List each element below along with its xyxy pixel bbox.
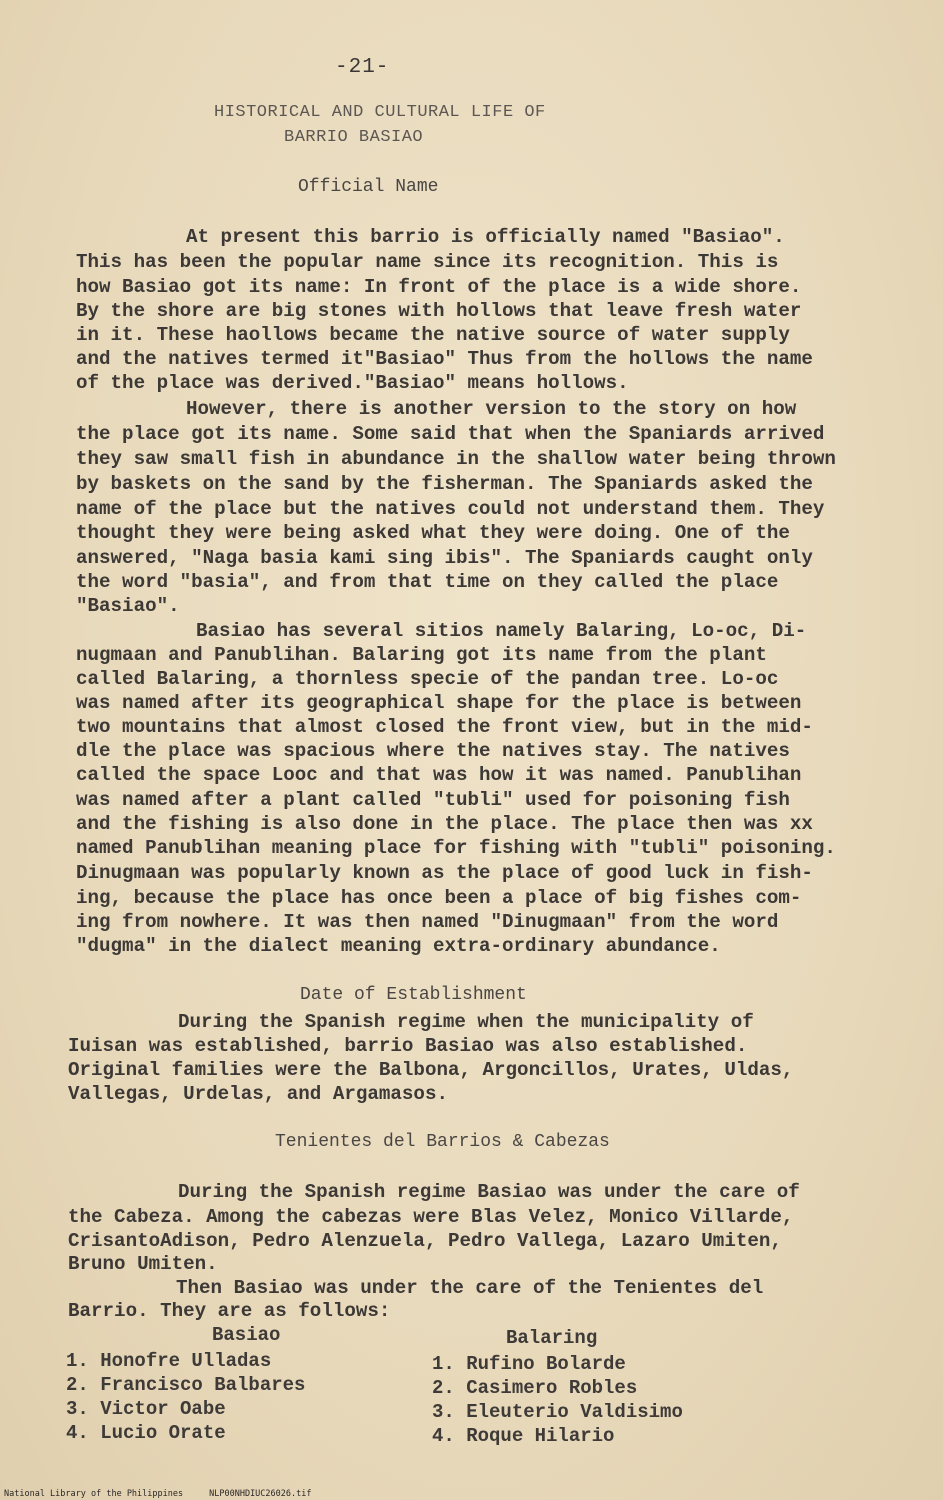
list-basiao	[66, 1323, 305, 1445]
text-line: Barrio. They are as follows:	[68, 1300, 391, 1322]
list-item: 3. Victor Oabe	[66, 1398, 226, 1420]
text-line: the word "basia", and from that time on they called the place	[76, 571, 779, 593]
text-line: This has been the popular name since its recognition. This is	[76, 251, 779, 273]
text-line: and the fishing is also done in the place. The place then was xx	[76, 813, 813, 835]
list-item: 3. Eleuterio Valdisimo	[432, 1401, 683, 1423]
text-line: At present this barrio is officially named "Basiao".	[186, 226, 785, 248]
text-line: dle the place was spacious where the natives stay. The natives	[76, 740, 790, 762]
text-line: how Basiao got its name: In front of the place is a wide shore.	[76, 276, 802, 298]
text-line: named Panublihan meaning place for fishing with "tubli" poisoning.	[76, 837, 836, 859]
section-heading-official-name: Official Name	[298, 177, 439, 197]
footer-file: NLP00NHDIUC26026.tif	[209, 1489, 312, 1499]
text-line: Bruno Umiten.	[68, 1253, 218, 1275]
list-item: 2. Francisco Balbares	[66, 1374, 306, 1396]
section-heading-tenientes: Tenientes del Barrios & Cabezas	[275, 1132, 610, 1152]
list-item: 1. Rufino Bolarde	[432, 1353, 626, 1375]
text-line: called Balaring, a thornless specie of the pandan tree. Lo-oc	[76, 668, 779, 690]
text-line: "Basiao".	[76, 595, 180, 617]
text-line: answered, "Naga basia kami sing ibis". The Spaniards caught only	[76, 547, 813, 569]
text-line: Vallegas, Urdelas, and Argamasos.	[68, 1083, 448, 1105]
text-line: Iuisan was established, barrio Basiao was also established.	[68, 1035, 748, 1057]
text-line: ing, because the place has once been a place of big fishes com-	[76, 887, 802, 909]
text-line: During the Spanish regime Basiao was under the care of	[178, 1181, 800, 1203]
document-title-line-2: BARRIO BASIAO	[284, 128, 424, 147]
text-line: the place got its name. Some said that when the Spaniards arrived	[76, 423, 825, 445]
scan-footer	[4, 1489, 337, 1499]
text-line: of the place was derived."Basiao" means hollows.	[76, 372, 629, 394]
text-line: Basiao has several sitios namely Balaring, Lo-oc, Di-	[196, 620, 807, 642]
list-heading-balaring: Balaring	[506, 1327, 598, 1349]
text-line: By the shore are big stones with hollows that leave fresh water	[76, 300, 802, 322]
text-line: During the Spanish regime when the municipality of	[178, 1011, 754, 1033]
text-line: they saw small fish in abundance in the shallow water being thrown	[76, 448, 836, 470]
section-heading-date-of-establishment: Date of Establishment	[300, 985, 527, 1005]
text-line: Original families were the Balbona, Argoncillos, Urates, Uldas,	[68, 1059, 794, 1081]
text-line: was named after a plant called "tubli" used for poisoning fish	[76, 789, 790, 811]
text-line: "dugma" in the dialect meaning extra-ordinary abundance.	[76, 935, 721, 957]
list-item: 4. Lucio Orate	[66, 1422, 226, 1444]
text-line: name of the place but the natives could not understand them. They	[76, 498, 825, 520]
footer-library: National Library of the Philippines	[4, 1489, 184, 1499]
document-title-line-1: HISTORICAL AND CULTURAL LIFE OF	[214, 103, 546, 122]
text-line: was named after its geographical shape for the place is between	[76, 692, 802, 714]
page-number: -21-	[335, 56, 390, 79]
list-heading-basiao: Basiao	[212, 1324, 281, 1346]
text-line: the Cabeza. Among the cabezas were Blas Velez, Monico Villarde,	[68, 1206, 794, 1228]
text-line: ing from nowhere. It was then named "Dinugmaan" from the word	[76, 911, 779, 933]
text-line: nugmaan and Panublihan. Balaring got its name from the plant	[76, 644, 767, 666]
list-item: 1. Honofre Ulladas	[66, 1350, 272, 1372]
list-item: 2. Casimero Robles	[432, 1377, 638, 1399]
text-line: Then Basiao was under the care of the Tenientes del	[176, 1277, 764, 1299]
text-line: in it. These haollows became the native source of water supply	[76, 324, 790, 346]
list-item: 4. Roque Hilario	[432, 1425, 615, 1447]
text-line: Dinugmaan was popularly known as the place of good luck in fish-	[76, 862, 813, 884]
text-line: two mountains that almost closed the front view, but in the mid-	[76, 716, 813, 738]
text-line: However, there is another version to the story on how	[186, 398, 797, 420]
list-balaring	[432, 1326, 683, 1448]
text-line: and the natives termed it"Basiao" Thus from the hollows the name	[76, 348, 813, 370]
text-line: CrisantoAdison, Pedro Alenzuela, Pedro Vallega, Lazaro Umiten,	[68, 1230, 782, 1252]
text-line: by baskets on the sand by the fisherman. The Spaniards asked the	[76, 473, 813, 495]
text-line: thought they were being asked what they were doing. One of the	[76, 522, 790, 544]
text-line: called the space Looc and that was how it was named. Panublihan	[76, 764, 802, 786]
